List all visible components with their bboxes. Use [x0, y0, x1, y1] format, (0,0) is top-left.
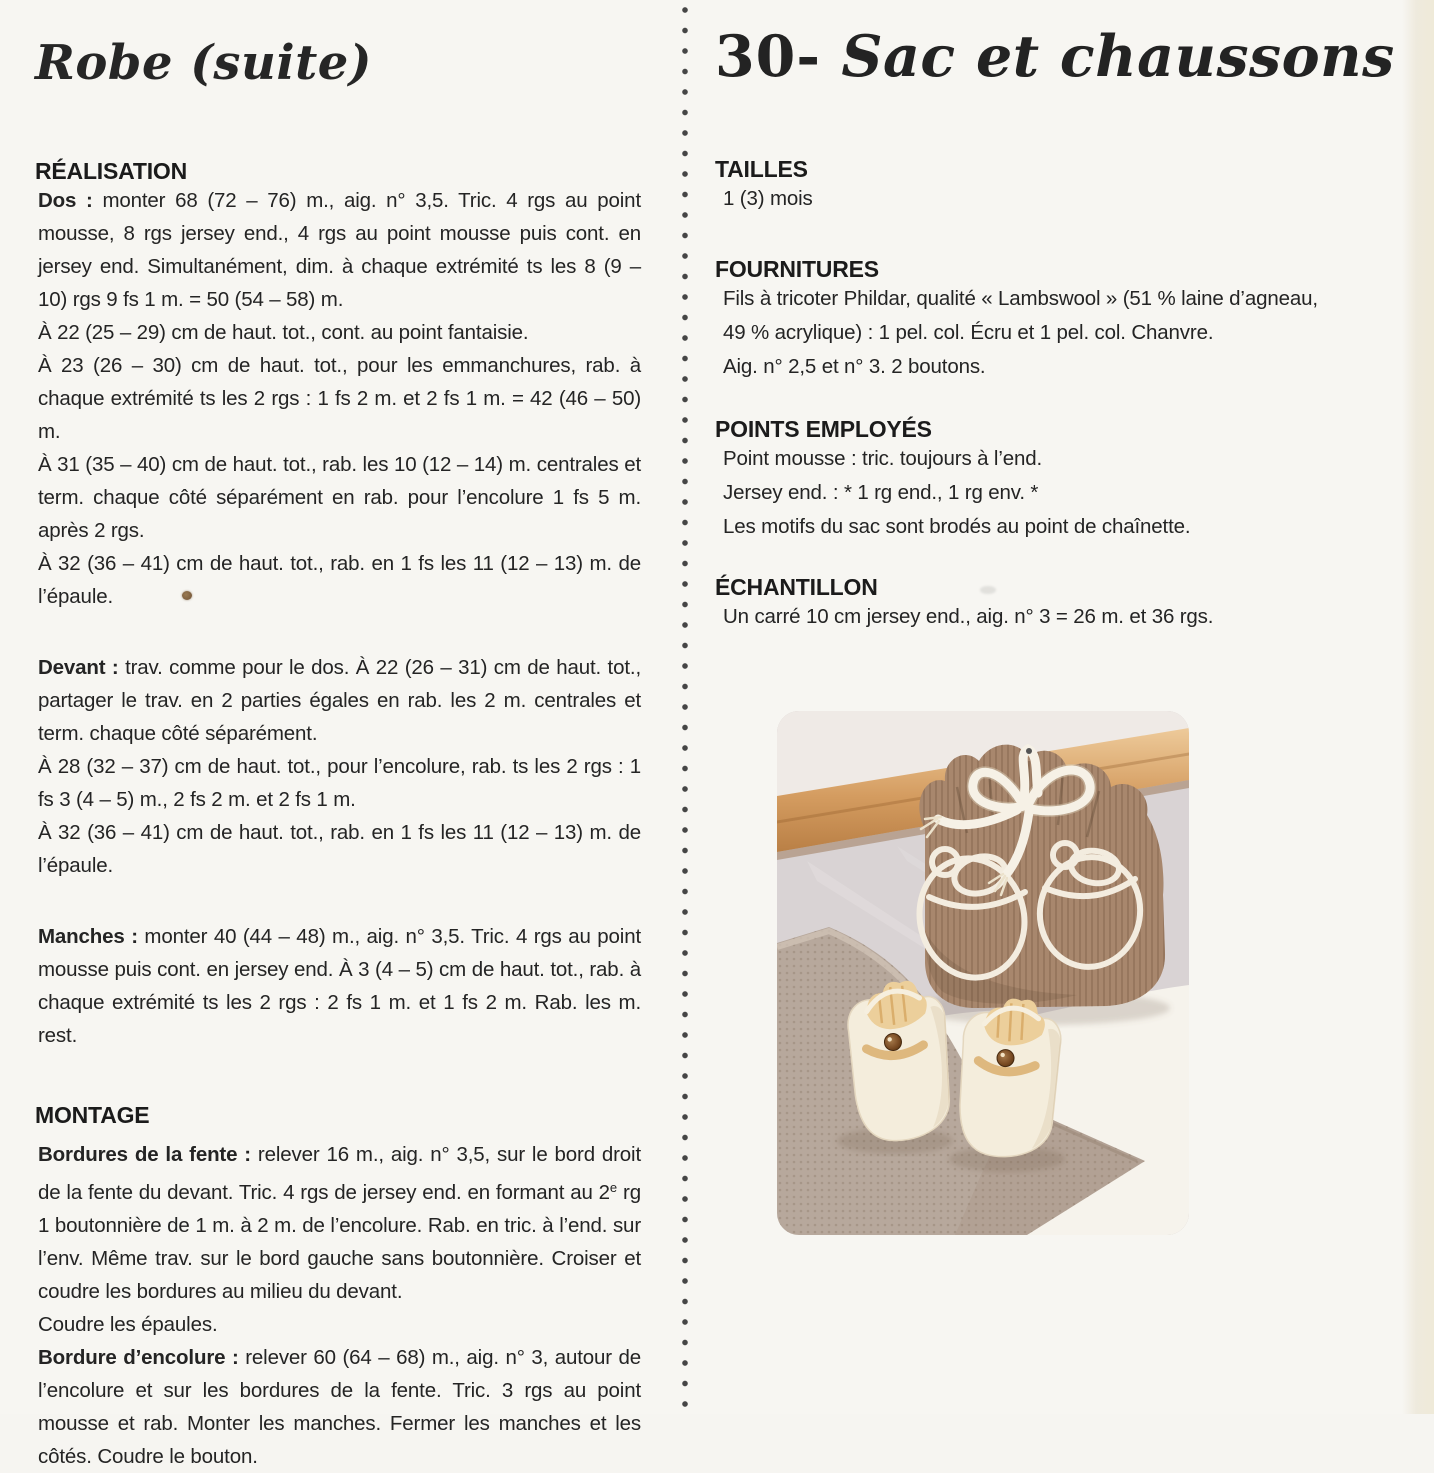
paragraph-text: rg 1 boutonnière de 1 m. à 2 m. de l’encolure. Rab. en tric. à l’end. sur l’env. Même trav. sur le bord gauche sans boutonnière. Croiser et coudre les bordures au milieu du devant.	[38, 1181, 641, 1303]
paragraph-lead: Dos :	[38, 189, 93, 212]
paragraph-lead: Manches :	[38, 925, 138, 948]
paragraph-manches	[38, 920, 641, 1052]
superscript-e: e	[609, 1180, 618, 1195]
fournitures-line: 49 % acrylique) : 1 pel. col. Écru et 1 pel. col. Chanvre.	[723, 321, 1214, 344]
paragraph-dos	[38, 184, 641, 316]
paragraph-lead: Devant :	[38, 656, 119, 679]
paragraph-a31: À 31 (35 – 40) cm de haut. tot., rab. les 10 (12 – 14) m. centrales et term. chaque côté séparément en rab. pour l’encolure 1 fs 5 m. après 2 rgs.	[38, 453, 641, 542]
paragraph-bordures-fente	[38, 1138, 641, 1308]
paragraph-a23: À 23 (26 – 30) cm de haut. tot., pour les emmanchures, rab. à chaque extrémité ts les 2 rgs : 1 fs 2 m. et 2 fs 1 m. = 42 (46 – 50) m.	[38, 354, 641, 443]
section-heading-points-employes: POINTS EMPLOYÉS	[715, 416, 932, 442]
paragraph-lead: Bordures de la fente :	[38, 1143, 251, 1166]
points-line: Jersey end. : * 1 rg end., 1 rg env. *	[723, 481, 1039, 504]
fournitures-line: Aig. n° 2,5 et n° 3. 2 boutons.	[723, 355, 986, 378]
paragraph-text: relever 60 (64 – 68) m., aig. n° 3, autour de l’encolure et sur les bordures de la fente. Tric. 3 rgs au point mousse et rab. Monter les manches. Fermer les manches et les côtés. Coudre le bouton.	[38, 1346, 641, 1468]
paragraph-a28: À 28 (32 – 37) cm de haut. tot., pour l’encolure, rab. ts les 2 rgs : 1 fs 3 (4 – 5) m., 2 fs 2 m. et 2 fs 1 m.	[38, 755, 641, 811]
paragraph-a22: À 22 (25 – 29) cm de haut. tot., cont. au point fantaisie.	[38, 321, 529, 344]
scan-edge-band	[1402, 0, 1434, 1414]
fournitures-line: Fils à tricoter Phildar, qualité « Lambswool » (51 % laine d’agneau,	[723, 287, 1318, 310]
photo-bootie-right	[957, 996, 1063, 1159]
sac-et-chaussons-photo	[777, 711, 1189, 1235]
section-heading-fournitures: FOURNITURES	[715, 256, 879, 282]
paragraph-text: relever 16 m., aig. n° 3,5, sur le bord droit de la fente du devant. Tric. 4 rgs de jersey end. en formant au 2	[38, 1143, 641, 1204]
right-title	[715, 14, 1395, 100]
section-heading-realisation: RÉALISATION	[35, 158, 187, 184]
paragraph-a32-devant: À 32 (36 – 41) cm de haut. tot., rab. en 1 fs les 11 (12 – 13) m. de l’épaule.	[38, 821, 641, 877]
pattern-name: Sac et chaussons	[820, 23, 1395, 90]
paragraph-lead: Bordure d’encolure :	[38, 1346, 239, 1369]
column-divider-dots	[681, 6, 689, 1408]
section-heading-echantillon: ÉCHANTILLON	[715, 574, 878, 600]
section-heading-montage: MONTAGE	[35, 1102, 150, 1128]
paragraph-text: monter 68 (72 – 76) m., aig. n° 3,5. Tric. 4 rgs au point mousse, 8 rgs jersey end., 4 rgs au point mousse puis cont. en jersey end. Simultanément, dim. à chaque extrémité ts les 8 (9 – 10) rgs 9 fs 1 m. = 50 (54 – 58) m.	[38, 189, 641, 311]
paragraph-a32: À 32 (36 – 41) cm de haut. tot., rab. en 1 fs les 11 (12 – 13) m. de l’épaule.	[38, 552, 641, 608]
tailles-body: 1 (3) mois	[723, 187, 813, 210]
scan-smudge	[980, 586, 996, 594]
paragraph-text: trav. comme pour le dos. À 22 (26 – 31) cm de haut. tot., partager le trav. en 2 parties égales en rab. les 2 m. centrales et term. chaque côté séparément.	[38, 656, 641, 745]
right-column	[715, 14, 1395, 634]
left-title: Robe (suite)	[35, 35, 373, 91]
points-line: Point mousse : tric. toujours à l’end.	[723, 447, 1043, 470]
paragraph-text: monter 40 (44 – 48) m., aig. n° 3,5. Tric. 4 rgs au point mousse puis cont. en jersey end. À 3 (4 – 5) cm de haut. tot., rab. à chaque extrémité ts les 2 rgs : 2 fs 1 m. et 1 fs 2 m. Rab. les m. rest.	[38, 925, 641, 1047]
pattern-number: 30-	[715, 23, 821, 90]
paragraph-devant	[38, 651, 641, 750]
echantillon-line: Un carré 10 cm jersey end., aig. n° 3 = 26 m. et 36 rgs.	[723, 605, 1214, 628]
points-line: Les motifs du sac sont brodés au point de chaînette.	[723, 515, 1191, 538]
paragraph-bordure-encolure	[38, 1341, 641, 1473]
section-heading-tailles: TAILLES	[715, 156, 808, 182]
left-column	[35, 34, 641, 1473]
scan-speck	[182, 591, 192, 600]
paragraph-coudre-epaules: Coudre les épaules.	[38, 1313, 218, 1336]
